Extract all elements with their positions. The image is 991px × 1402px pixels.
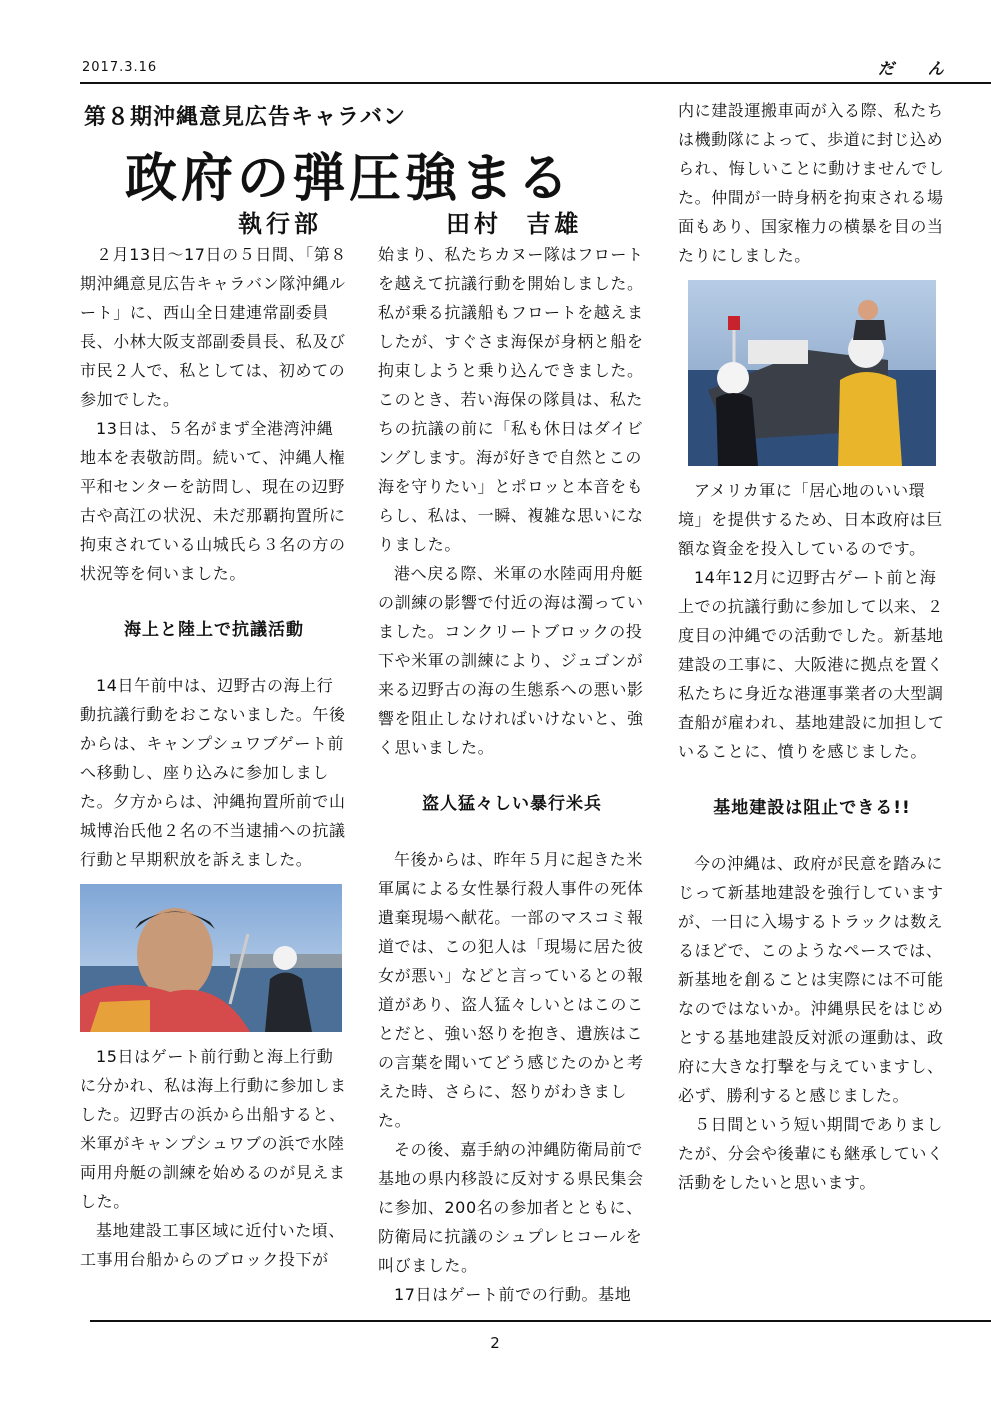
article-kicker: 第８期沖縄意見広告キャラバン	[84, 105, 407, 130]
page-number: 2	[490, 1334, 500, 1352]
paragraph: その後、嘉手納の沖縄防衛局前で基地の県内移設に反対する県民集会に参加、200名の参加者とともに、防衛局に抗議のシュプレヒコールを叫びました。	[378, 1140, 644, 1275]
byline-author: 田村 吉雄	[446, 210, 583, 238]
paragraph: 14日午前中は、辺野古の海上行動抗議行動をおこないました。午後からは、キャンプシュワブゲート前へ移動し、座り込みに参加しました。夕方からは、沖縄拘置所前で山城博治氏他２名の不当逮捕への抗議行動と早期釈放を訴えました。	[80, 676, 346, 869]
article-column-2	[378, 240, 646, 1309]
photo-author-on-boat	[80, 884, 348, 1032]
paragraph: 基地建設工事区域に近付いた頃、工事用台船からのブロック投下が	[80, 1221, 346, 1269]
subheading: 基地建設は阻止できる!!	[713, 798, 911, 818]
paragraph: ５日間という短い期間でありましたが、分会や後輩にも継承していく活動をしたいと思います。	[678, 1115, 944, 1192]
paragraph: 午後からは、昨年５月に起きた米軍属による女性暴行殺人事件の死体遺棄現場へ献花。一部のマスコミ報道では、この犯人は「現場に居た彼女が悪い」などと言っているとの報道があり、盗人猛々しいとはこのことだと、強い怒りを抱き、遺族はこの言葉を聞いてどう感じたのかと考えた時、さらに、怒りがわきました。	[378, 850, 644, 1130]
article-column-1	[80, 240, 348, 1274]
subheading: 海上と陸上で抗議活動	[124, 620, 304, 640]
paragraph: 内に建設運搬車両が入る際、私たちは機動隊によって、歩道に封じ込められ、悔しいことに動けませんでした。仲間が一時身柄を拘束される場面もあり、国家権力の横暴を目の当たりにしました。	[678, 101, 945, 265]
footer-rule	[90, 1320, 991, 1322]
paragraph: 17日はゲート前での行動。基地	[394, 1285, 632, 1304]
article-headline: 政府の弾圧強まる	[125, 149, 574, 209]
paragraph: 港へ戻る際、米軍の水陸両用舟艇の訓練の影響で付近の海は濁っていました。コンクリートブロックの投下や米軍の訓練により、ジュゴンが来る辺野古の海の生態系への悪い影響を阻止しなければいけないと、強く思いました。	[378, 564, 644, 757]
paragraph: アメリカ軍に「居心地のいい環境」を提供するため、日本政府は巨額な資金を投入しているのです。	[678, 481, 943, 558]
paragraph: ２月13日～17日の５日間、「第８期沖縄意見広告キャラバン隊沖縄ルート」に、西山全日建連常副委員長、小林大阪支部副委員長、私及び市民２人で、私としては、初めての参加でした。	[80, 245, 347, 409]
paragraph: 始まり、私たちカヌー隊はフロートを越えて抗議行動を開始しました。私が乗る抗議船もフロートを越えましたが、すぐさま海保が身柄と船を拘束しようと乗り込んできました。このとき、若い海保の隊員は、私たちの抗議の前に「私も休日はダイビングします。海が好きで自然とこの海を守りたい」とポロッと本音をもらし、私は、一瞬、複雑な思いになりました。	[378, 245, 644, 554]
paragraph: 13日は、５名がまず全港湾沖縄地本を表敬訪問。続いて、沖縄人権平和センターを訪問し、現在の辺野古や高江の状況、未だ那覇拘置所に拘束されている山城氏ら３名の方の状況等を伺いました。	[80, 419, 346, 583]
article-column-3	[678, 96, 946, 1197]
paragraph: 今の沖縄は、政府が民意を踏みにじって新基地建設を強行していますが、一日に入場するトラックは数えるほどで、このようなペースでは、新基地を創ることは実際には不可能なのではないか。沖縄県民をはじめとする基地建設反対派の運動は、政府に大きな打撃を与えていますし、必ず、勝利すると感じました。	[678, 854, 944, 1105]
subheading: 盗人猛々しい暴行米兵	[422, 794, 602, 814]
paragraph: 14年12月に辺野古ゲート前と海上での抗議行動に参加して以来、２度目の沖縄での活動でした。新基地建設の工事に、大阪港に拠点を置く私たちに身近な港運事業者の大型調査船が雇われ、基地建設に加担していることに、憤りを感じました。	[678, 568, 945, 761]
header-rule	[80, 82, 991, 84]
issue-date: 2017.3.16	[82, 60, 158, 75]
photo-coast-guard-boat	[688, 280, 946, 466]
publication-name: だ ん	[878, 59, 944, 78]
byline-department: 執行部	[238, 210, 322, 238]
paragraph: 15日はゲート前行動と海上行動に分かれ、私は海上行動に参加しました。辺野古の浜から出船すると、米軍がキャンプシュワブの浜で水陸両用舟艇の訓練を始めるのが見えました。	[80, 1047, 347, 1211]
